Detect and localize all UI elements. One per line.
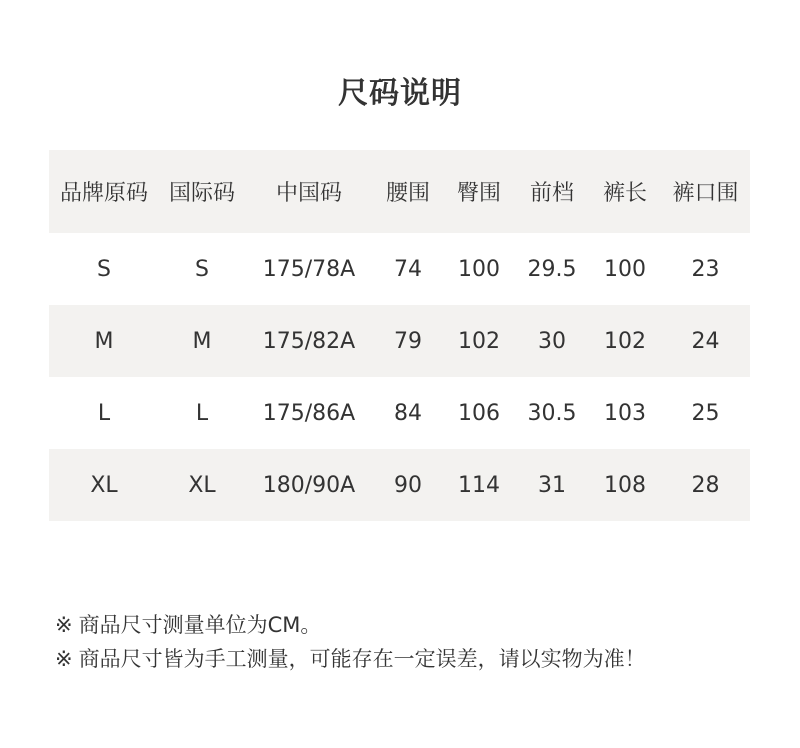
table-cell: 175/86A xyxy=(262,400,356,426)
table-cell: 25 xyxy=(691,400,720,426)
note-text: 商品尺寸测量单位为CM。 xyxy=(78,613,322,637)
table-cell: 29.5 xyxy=(527,256,577,282)
table-row xyxy=(49,233,750,305)
header-brand-size: 品牌原码 xyxy=(59,181,148,206)
table-cell: 100 xyxy=(458,256,500,282)
table-row xyxy=(49,449,750,521)
page-title: 尺码说明 xyxy=(338,76,462,111)
table-cell: 175/82A xyxy=(262,328,356,354)
table-cell: L xyxy=(195,400,209,426)
table-cell: 175/78A xyxy=(262,256,356,282)
table-cell: M xyxy=(192,328,212,354)
table-cell: 90 xyxy=(394,472,422,498)
header-front-rise: 前档 xyxy=(529,181,574,206)
table-cell: 100 xyxy=(604,256,646,282)
table-cell: 24 xyxy=(691,328,720,354)
header-china-size: 中国码 xyxy=(275,181,342,206)
table-cell: XL xyxy=(188,472,216,498)
note-item xyxy=(55,642,646,676)
reference-mark-icon: ※ xyxy=(55,613,73,637)
table-cell: 114 xyxy=(458,472,500,498)
table-cell: 30.5 xyxy=(527,400,577,426)
table-cell: 74 xyxy=(394,256,422,282)
table-cell: 79 xyxy=(394,328,422,354)
table-cell: S xyxy=(195,256,209,282)
table-cell: 31 xyxy=(538,472,566,498)
header-pant-length: 裤长 xyxy=(602,181,647,206)
table-cell: 108 xyxy=(604,472,646,498)
header-hip: 臀围 xyxy=(456,181,501,206)
table-row xyxy=(49,305,750,377)
table-cell: 84 xyxy=(394,400,422,426)
note-item xyxy=(55,608,646,642)
table-cell: 30 xyxy=(538,328,566,354)
table-cell: XL xyxy=(90,472,118,498)
table-cell: 102 xyxy=(604,328,646,354)
note-text: 商品尺寸皆为手工测量，可能存在一定误差，请以实物为准！ xyxy=(78,647,646,671)
size-chart-table xyxy=(49,150,750,521)
table-cell: 103 xyxy=(604,400,646,426)
header-international-size: 国际码 xyxy=(168,181,235,206)
notes-list xyxy=(55,608,646,676)
table-cell: 180/90A xyxy=(262,472,356,498)
table-cell: M xyxy=(94,328,114,354)
table-cell: 28 xyxy=(691,472,720,498)
table-cell: L xyxy=(97,400,111,426)
reference-mark-icon: ※ xyxy=(55,647,73,671)
table-cell: S xyxy=(97,256,111,282)
table-cell: 102 xyxy=(458,328,500,354)
table-row xyxy=(49,377,750,449)
table-header-row xyxy=(49,150,750,233)
table-cell: 23 xyxy=(691,256,720,282)
header-waist: 腰围 xyxy=(385,181,430,206)
header-leg-opening: 裤口围 xyxy=(672,181,739,206)
table-cell: 106 xyxy=(458,400,500,426)
